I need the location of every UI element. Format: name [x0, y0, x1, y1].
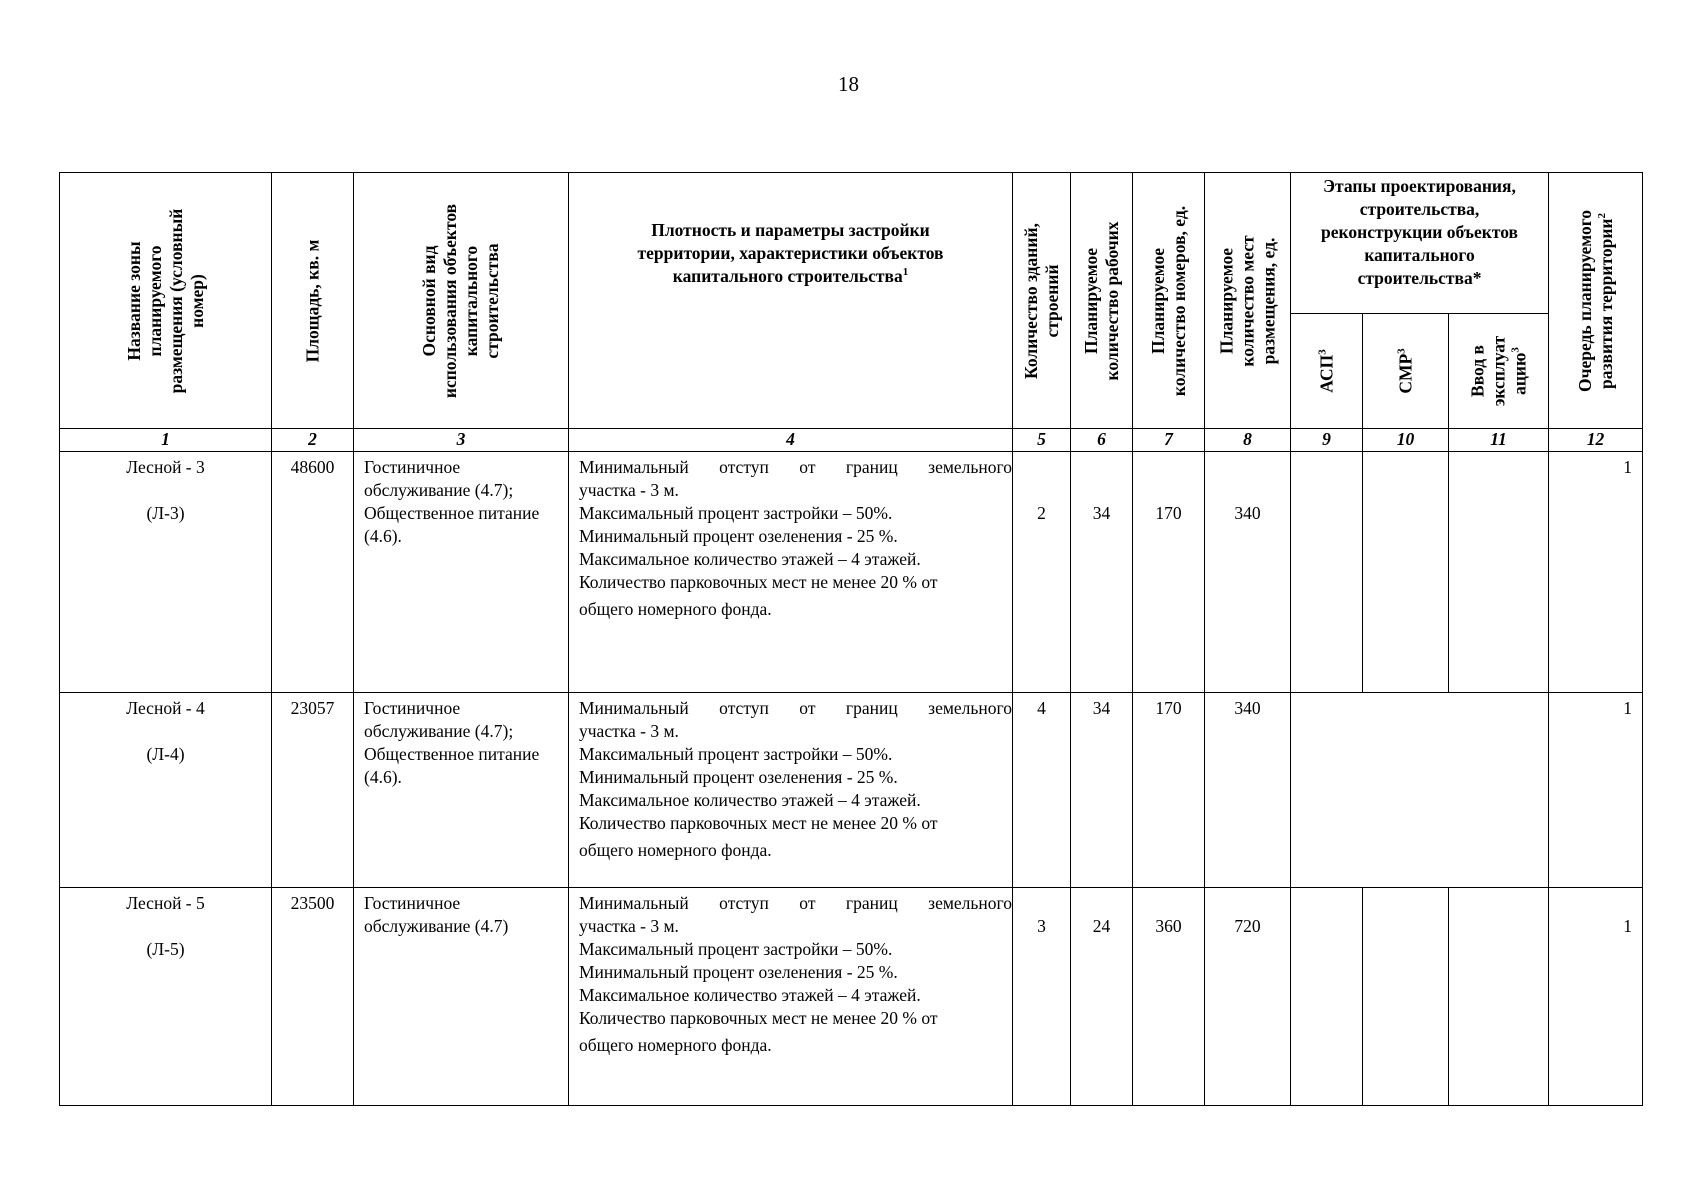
commissioning-cell: [1449, 452, 1549, 693]
header-smr: СМР$^3$: [1363, 314, 1449, 429]
header-queue: Очередь планируемого развития территории$^2$: [1549, 173, 1643, 429]
header-main-use: Основной вид использования объектов капитального строительства: [354, 173, 569, 429]
use-cell: Гостиничное обслуживание (4.7): [354, 888, 569, 1106]
header-asp: АСП$^3$: [1291, 314, 1363, 429]
queue-cell: 1: [1549, 888, 1643, 1106]
zone-name-cell: Лесной - 5 (Л-5): [60, 888, 272, 1106]
params-cell: Минимальный отступ от границ земельного участка - 3 м. Максимальный процент застройки – 50%. Минимальный процент озеленения - 25 %. Максимальное количество этажей – 4 этажей. Количество парковочных мест не менее 20 % от общего номерного фонда.: [569, 693, 1013, 888]
header-stages: Этапы проектирования, строительства, реконструкции объектов капитального строительства*: [1291, 173, 1549, 314]
buildings-cell: 2: [1013, 452, 1071, 693]
table-row: [60, 888, 1643, 1106]
page-number: 18: [838, 72, 859, 96]
params-cell: Минимальный отступ от границ земельного участка - 3 м. Максимальный процент застройки – 50%. Минимальный процент озеленения - 25 %. Максимальное количество этажей – 4 этажей. Количество парковочных мест не менее 20 % от общего номерного фонда.: [569, 888, 1013, 1106]
queue-cell: 1: [1549, 452, 1643, 693]
use-cell: Гостиничное обслуживание (4.7); Общественное питание (4.6).: [354, 452, 569, 693]
header-density-params: Плотность и параметры застройки территории, характеристики объектов капитального строительства$^1$: [569, 173, 1013, 429]
smr-cell: [1363, 888, 1449, 1106]
smr-cell: [1363, 452, 1449, 693]
territory-table: [59, 172, 1643, 1106]
header-buildings-count: Количество зданий, строений: [1013, 173, 1071, 429]
header-area: Площадь, кв. м: [272, 173, 354, 429]
table-row: [60, 452, 1643, 693]
buildings-cell: 4: [1013, 693, 1071, 888]
header-places: Планируемое количество мест размещения, ед.: [1205, 173, 1291, 429]
column-numbers-row: 1 2 3 4 5 6 7 8 9 10 11 12: [60, 429, 1643, 452]
header-rooms: Планируемое количество номеров, ед.: [1133, 173, 1205, 429]
places-cell: 340: [1205, 693, 1291, 888]
table-row: [60, 693, 1643, 888]
rooms-cell: 170: [1133, 693, 1205, 888]
use-cell: Гостиничное обслуживание (4.7); Общественное питание (4.6).: [354, 693, 569, 888]
workers-cell: 24: [1071, 888, 1133, 1106]
buildings-cell: 3: [1013, 888, 1071, 1106]
stages-merged-cell: [1291, 693, 1549, 888]
rooms-cell: 360: [1133, 888, 1205, 1106]
asp-cell: [1291, 452, 1363, 693]
area-cell: 48600: [272, 452, 354, 693]
commissioning-cell: [1449, 888, 1549, 1106]
queue-cell: 1: [1549, 693, 1643, 888]
workers-cell: 34: [1071, 452, 1133, 693]
asp-cell: [1291, 888, 1363, 1106]
header-workers: Планируемое количество рабочих: [1071, 173, 1133, 429]
header-commissioning: Ввод в эксплуат ацию$^3$: [1449, 314, 1549, 429]
area-cell: 23057: [272, 693, 354, 888]
places-cell: 340: [1205, 452, 1291, 693]
places-cell: 720: [1205, 888, 1291, 1106]
header-zone-name: Название зоны планируемого размещения (условный номер): [60, 173, 272, 429]
params-cell: Минимальный отступ от границ земельного участка - 3 м. Максимальный процент застройки – 50%. Минимальный процент озеленения - 25 %. Максимальное количество этажей – 4 этажей. Количество парковочных мест не менее 20 % от общего номерного фонда.: [569, 452, 1013, 693]
area-cell: 23500: [272, 888, 354, 1106]
rooms-cell: 170: [1133, 452, 1205, 693]
zone-name-cell: Лесной - 4 (Л-4): [60, 693, 272, 888]
workers-cell: 34: [1071, 693, 1133, 888]
zone-name-cell: Лесной - 3 (Л-3): [60, 452, 272, 693]
